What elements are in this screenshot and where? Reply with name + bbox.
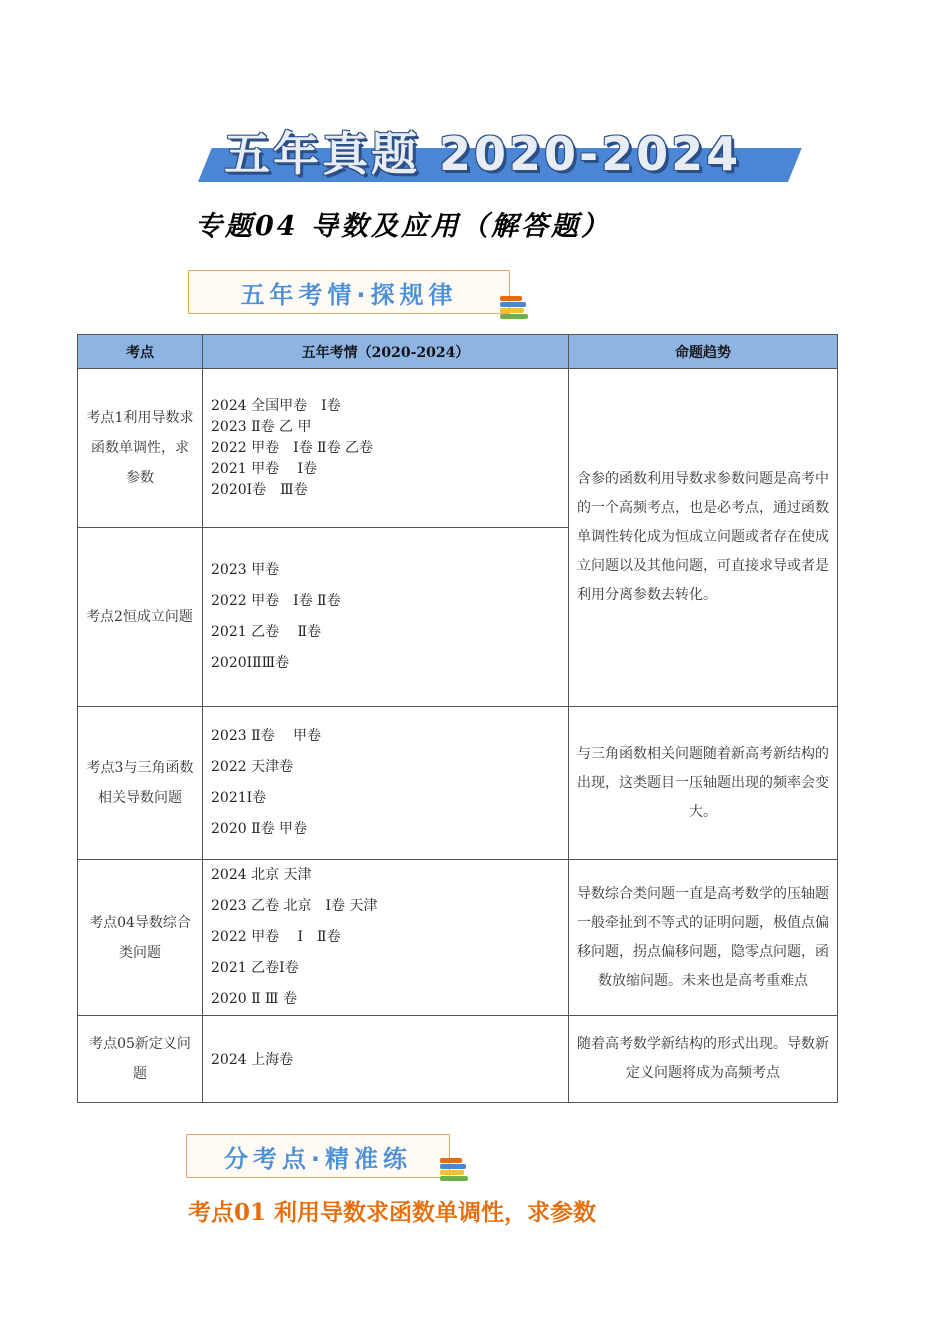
exam-trend-table xyxy=(77,334,838,1103)
year-line: 2023 Ⅱ卷 乙 甲 xyxy=(211,418,312,435)
header-topic: 考点 xyxy=(78,335,203,369)
year-line: 2024 上海卷 xyxy=(211,1052,294,1068)
year-line: 2023 Ⅱ卷 甲卷 xyxy=(211,728,322,744)
table-row xyxy=(78,1016,838,1103)
header-years: 五年考情（2020-2024） xyxy=(203,335,569,369)
banner-title: 五年真题 2020-2024 xyxy=(224,127,742,181)
year-line: 2020 Ⅱ卷 甲卷 xyxy=(211,821,308,837)
year-line: 2023 乙卷 北京 Ⅰ卷 天津 xyxy=(211,898,378,914)
year-line: 2024 全国甲卷 Ⅰ卷 xyxy=(211,397,341,414)
books-icon xyxy=(500,296,530,320)
year-line: 2021 甲卷 Ⅰ卷 xyxy=(211,460,318,477)
subject-title: 专题04 导数及应用（解答题） xyxy=(195,211,611,242)
year-line: 2021 乙卷 Ⅱ卷 xyxy=(211,624,322,640)
year-line: 2021Ⅰ卷 xyxy=(211,790,267,806)
year-line: 2020Ⅰ卷 Ⅲ卷 xyxy=(211,481,308,498)
table-row xyxy=(78,707,838,860)
table-row xyxy=(78,369,838,528)
topic-cell: 考点2恒成立问题 xyxy=(78,528,203,707)
years-cell xyxy=(203,528,569,707)
years-cell xyxy=(203,1016,569,1103)
topic-cell: 考点05新定义问题 xyxy=(78,1016,203,1103)
year-line: 2022 甲卷 Ⅰ卷 Ⅱ卷 乙卷 xyxy=(211,439,374,456)
year-line: 2024 北京 天津 xyxy=(211,867,312,883)
year-line: 2023 甲卷 xyxy=(211,562,280,578)
trend-cell-merged: 含参的函数利用导数求参数问题是高考中的一个高频考点，也是必考点，通过函数单调性转化成为恒成立问题或者存在使成立问题以及其他问题，可直接求导或者是利用分离参数去转化。 xyxy=(569,369,838,707)
table-row xyxy=(78,860,838,1016)
trend-cell: 导数综合类问题一直是高考数学的压轴题一般牵扯到不等式的证明问题，极值点偏移问题，拐点偏移问题，隐零点问题，函数放缩问题。未来也是高考重难点 xyxy=(569,860,838,1016)
table-header-row xyxy=(78,335,838,369)
year-line: 2022 甲卷 Ⅰ Ⅱ卷 xyxy=(211,929,341,945)
year-line: 2020 Ⅱ Ⅲ 卷 xyxy=(211,991,297,1007)
section-label-trends-text: 五年考情·探规律 xyxy=(240,280,458,309)
topic-cell: 考点1利用导数求函数单调性，求参数 xyxy=(78,369,203,528)
year-line: 2021 乙卷Ⅰ卷 xyxy=(211,960,299,976)
topic-cell: 考点04导数综合类问题 xyxy=(78,860,203,1016)
year-line: 2022 甲卷 Ⅰ卷 Ⅱ卷 xyxy=(211,593,341,609)
books-icon xyxy=(440,1158,470,1182)
title-banner xyxy=(198,118,788,184)
section-label-trends xyxy=(188,270,510,314)
years-cell xyxy=(203,860,569,1016)
years-cell xyxy=(203,707,569,860)
trend-cell: 随着高考数学新结构的形式出现。导数新定义问题将成为高频考点 xyxy=(569,1016,838,1103)
header-trend: 命题趋势 xyxy=(569,335,838,369)
topic-cell: 考点3与三角函数相关导数问题 xyxy=(78,707,203,860)
section-label-practice xyxy=(186,1134,450,1178)
section-label-practice-text: 分考点·精准练 xyxy=(223,1144,413,1173)
years-cell xyxy=(203,369,569,528)
year-line: 2020ⅠⅡⅢ卷 xyxy=(211,655,290,671)
section-heading: 考点01 利用导数求函数单调性，求参数 xyxy=(188,1199,597,1226)
trend-cell: 与三角函数相关问题随着新高考新结构的出现，这类题目一压轴题出现的频率会变大。 xyxy=(569,707,838,860)
year-line: 2022 天津卷 xyxy=(211,759,294,775)
